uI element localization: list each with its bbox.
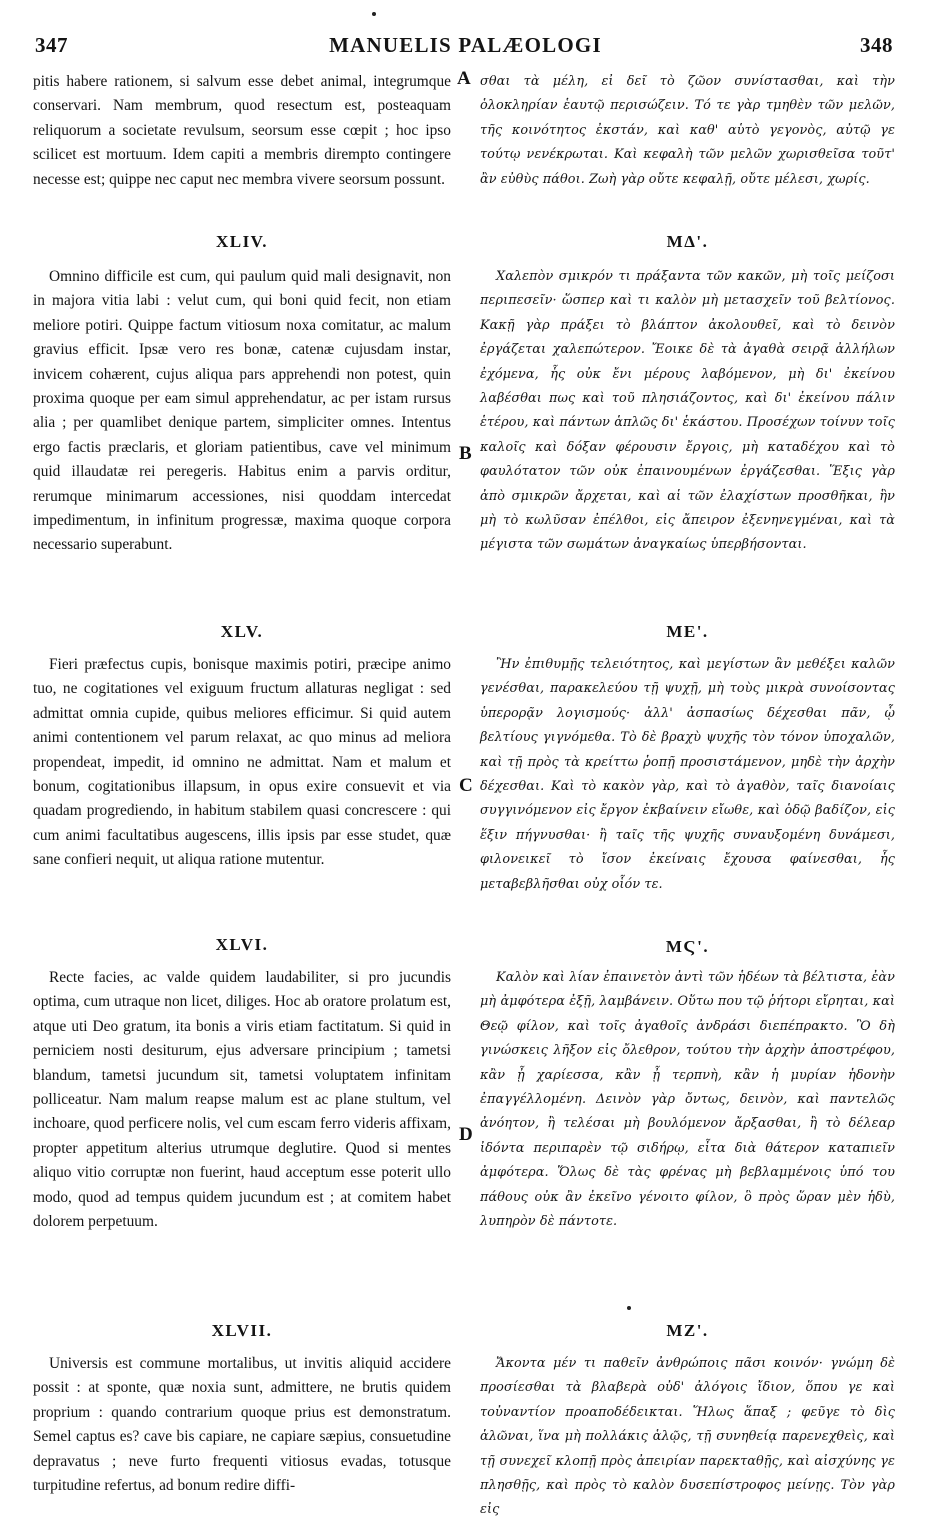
greek-heading-44: ΜΔ'. xyxy=(666,232,709,251)
greek-paragraph-44: Χαλεπὸν σμικρόν τι πράξαντα τῶν κακῶν, μὴ τοῖς μείζοσι περιπεσεῖν· ὥσπερ καὶ τι καλὸν μὴ μετασχεῖν τοῦ βελτίονος. Κακῇ γὰρ πράξει τὸ βλάπτον ἀκολουθεῖ, καὶ τὸ δεινὸν ἐργάζεται χαλεπώτερον. Ἔοικε δὲ τὰ ἀγαθὰ σειρᾷ ἀλλήλων ἐχόμενα, ἧς οὐκ ἔνι μέρους λαβόμενον, μὴ δι' ἐκείνου λαβέσθαι πως καὶ τοῦ πλησιάζοντος, καὶ δι' ἐκείνου πάλιν ἑτέρου, καὶ πάντων ἁπλῶς δι' ἑκάστου. Προσέχων τοίνυν τοῖς καλοῖς καὶ δόξαν φέρουσιν ἔργοις, μὴ καταδέχου καὶ τὸ φαυλότατον τῶν οὐκ ἐπαινουμένων ἐργάζεσθαι. Ἕξις γὰρ ἀπὸ σμικρῶν ἄρχεται, καὶ αἱ τῶν ἐλαχίστων προσθῆκαι, ἣν μὴ τὸ κωλῦσαν ἐπέλθοι, εἰς ἄπειρον ἐξενηνεγμέναι, καὶ τὰ μέγιστα τῶν σωμάτων ἀναγκαίως ὑπερβήσονται. xyxy=(480,269,895,553)
print-speck xyxy=(627,1306,631,1310)
page-number-right: 348 xyxy=(860,33,893,57)
margin-marker-d: D xyxy=(459,1124,473,1145)
greek-paragraph-0: σθαι τὰ μέλη, εἰ δεῖ τὸ ζῶον συνίστασθαι, καὶ τὴν ὁλοκληρίαν ἑαυτῷ περισώζειν. Τό τε γὰρ τμηθὲν τῶν μελῶν, τῆς κοινότητος ἐκστάν, καὶ καθ' αὑτὸ γεγονὸς, αὐτῷ γε τούτῳ νενέκρωται. Καὶ κεφαλὴ τῶν μελῶν χωρισθεῖσα τοῦτ' ἂν εὐθὺς πάθοι. Ζωὴ γὰρ οὔτε κεφαλῇ, οὔτε μέλεσι, χωρίς. xyxy=(480,74,895,187)
latin-paragraph-47: Universis est commune mortalibus, ut invitis aliquid accidere possit : at sponte, quæ noxia sunt, admittere, ne brutis quidem proprium : quando contrarium quoque prius est demonstratum. Semel captus es? cave bis capiare, ne capiare sæpius, consuetudine depravatus ; neve furto frequenti vitiosus evadas, totusque turpitudine refertus, ad bonum redire diffi- xyxy=(33,1355,451,1495)
greek-section-46 xyxy=(480,966,895,1234)
latin-continuation xyxy=(33,70,451,192)
greek-section-45 xyxy=(480,653,895,897)
latin-section-46 xyxy=(33,966,451,1234)
latin-heading-47: XLVII. xyxy=(211,1321,273,1340)
margin-marker-c: C xyxy=(459,775,473,796)
latin-heading-45: XLV. xyxy=(220,622,264,641)
latin-heading-44: XLIV. xyxy=(215,232,269,251)
running-title: MANUELIS PALÆOLOGI xyxy=(329,33,602,57)
latin-heading-46: XLVI. xyxy=(215,935,269,954)
margin-marker-a: A xyxy=(457,68,471,89)
latin-section-47 xyxy=(33,1352,451,1498)
greek-section-47 xyxy=(480,1352,895,1523)
greek-continuation xyxy=(480,70,895,192)
greek-heading-46: ΜϚ'. xyxy=(665,937,710,956)
latin-section-44 xyxy=(33,265,451,558)
greek-heading-45: ΜΕ'. xyxy=(666,622,709,641)
print-speck xyxy=(372,12,376,16)
latin-paragraph-46: Recte facies, ac valde quidem laudabiliter, si pro jucundis optima, cum utraque non licet, diliges. Hoc ab oratore prolatum est, atque uti Deo gratum, ita bonis a viris etiam factitatum. Si quid in perniciem nosti desiturum, ejus adversare principium ; tametsi blandum, tametsi jucundum sit, tametsi voluptatem infinitam polliceatur. Nam malum reapse malum est ac plane stultum, vel inchoare, quod perficere nolis, vel cum escam ferro videris affixam, propter appetitum alterius utrumque deglutire. Quod si mentes aliquo vitio corruptæ non fuerint, haud acceptum esse poterit ullo modo, quod ad tempus quidem jucundum est ; at comitem habet dolorem perpetuum. xyxy=(33,969,451,1231)
latin-paragraph-44: Omnino difficile est cum, qui paulum quid mali designavit, non in majora vitia labi : velut cum, qui boni quid fecit, non etiam meliore potiri. Quippe factum vitiosum noxa comitatur, ac malum gravius efficit. Ipsæ vero res bonæ, catenæ cujusdam instar, invicem cohærent, cujus aliqua pars apprehendi non potest, quin proxima quoque per eam simul apprehendatur, ac per istam rursus alia ; per quamlibet denique partem, simpliciter omnes. Intentus ergo factis præclaris, et gloriam patientibus, cave vel minimum quid illaudatæ rei peregeris. Habitus enim a parvis orditur, rerumque minimarum accessiones, nisi quoddam intercedat impedimentum, in infinitum progressæ, maxima quoque corpora necessario superabunt. xyxy=(33,268,451,554)
greek-heading-47: ΜΖ'. xyxy=(666,1321,709,1340)
margin-marker-b: B xyxy=(459,443,472,464)
page-number-left: 347 xyxy=(35,33,68,57)
greek-paragraph-46: Καλὸν καὶ λίαν ἐπαινετὸν ἀντὶ τῶν ἡδέων τὰ βέλτιστα, ἐὰν μὴ ἀμφότερα ἐξῇ, λαμβάνειν. Οὕτω που τῷ ῥήτορι εἴρηται, καὶ Θεῷ φίλον, καὶ τοῖς ἀγαθοῖς ἀνδράσι διεπέπρακτο. Ὃ δὴ γινώσκεις λῆξον εἰς ὄλεθρον, τούτου τὴν ἀρχὴν ἀποστρέφου, κἂν ᾖ χαρίεσσα, κἂν ᾖ τερπνὴ, κἂν ἡ μυρίαν ἡδονὴν ἐπαγγέλλομένη. Δεινὸν γὰρ ὄντως, δεινὸν, καὶ παντελῶς ἀνόητον, ἢ τελέσαι μὴ βουλόμενον ἄρξασθαι, ἢ τὸ δέλεαρ ἰδόντα περιπαρὲν τῷ σιδήρῳ, εἶτα διὰ θάτερον καταπιεῖν ἀμφότερα. Ὅλως δὲ τὰς φρένας μὴ βεβλαμμένοις ὑπό του πάθους οὐκ ἂν ἐκεῖνο γένοιτο φίλον, ὃ πρὸς ὥραν μὲν ἡδὺ, λυπηρὸν δὲ πάντοτε. xyxy=(480,970,895,1230)
greek-paragraph-45: Ἢν ἐπιθυμῇς τελειότητος, καὶ μεγίστων ἂν μεθέξει καλῶν γενέσθαι, παρακελεύου τῇ ψυχῇ, μὴ τοὺς μικρὰ συνοίσοντας ὑπερορᾷν λογισμούς· ἀλλ' ἀσπασίως δέχεσθαι πᾶν, ᾧ βελτίους γιγνόμεθα. Τὸ δὲ βραχὺ ψυχῆς τὸν τόνον ὑποχαλῶν, καὶ τῇ πρὸς τὰ κρείττω ῥοπῇ προσιστάμενον, μηδὲ τὴν ἀρχὴν δέχεσθαι. Καὶ τὸ κακὸν γὰρ, καὶ τὸ ἀγαθὸν, ταῖς διανοίαις συγγινόμενον εἰς ἔργον ἐκβαίνειν εἴωθε, καὶ ὁδῷ βαδίζον, εἰς ἕξιν πήγνυσθαι· ἢ ταῖς τῆς ψυχῆς συναυξομένη δυνάμεσι, φιλονεικεῖ τὸ ἴσον ἐκείναις ἔχουσα φαίνεσθαι, ἧς μεταβεβλῆσθαι οὐχ οἷόν τε. xyxy=(480,657,895,892)
greek-paragraph-47: Ἄκοντα μέν τι παθεῖν ἀνθρώποις πᾶσι κοινόν· γνώμη δὲ προσίεσθαι τὰ βλαβερὰ οὐδ' ἀλόγοις ἴδιον, ὅπου γε καὶ τοὐναντίον προαποδέδεικται. Ἥλως ἅπαξ ; φεῦγε τὸ δὶς ἁλῶναι, ἵνα μὴ πολλάκις ἁλῷς, τῇ συνηθείᾳ παρενεχθεὶς, καὶ τῇ συνεχεῖ κλοπῇ πρὸς ἀπειρίαν παρεκταθῇς, καὶ αἰσχύνης γε πλησθῇς, καὶ πρὸς τὸ καλὸν δυσεπίστροφος μείνῃς. Τὸν γὰρ εἰς xyxy=(480,1356,895,1518)
running-header xyxy=(0,33,931,59)
latin-paragraph-45: Fieri præfectus cupis, bonisque maximis potiri, præcipe animo tuo, ne cogitationes vel exiguum fructum allaturas negligat : sed admittat omnia cupide, quibus meliores efficimur. Si quid autem animi contentionem vel parum relaxat, ac quo minus ad meliora propendeat, impedit, id omnino ne admittat. Nam et malum et bonum, cogitationibus illapsum, in opus exire consuevit et via quadam progrediendo, in habitum stabilem quasi concrescere : qui cum animi facultatibus augescens, illis ipsis par esse studet, quæ sane confieri nequit, ut aliqua ratione mutentur. xyxy=(33,656,451,869)
greek-section-44 xyxy=(480,265,895,558)
latin-paragraph-0: pitis habere rationem, si salvum esse debet animal, integrumque conservari. Nam membrum, quod resectum est, posteaquam reliquorum a societate revulsum, seorsum esse cœpit ; hoc ipso scilicet est mortuum. Idem capiti a membris dirempto contingere necesse est; quippe nec caput nec membra vivere seorsum possunt. xyxy=(33,73,451,188)
latin-section-45 xyxy=(33,653,451,873)
